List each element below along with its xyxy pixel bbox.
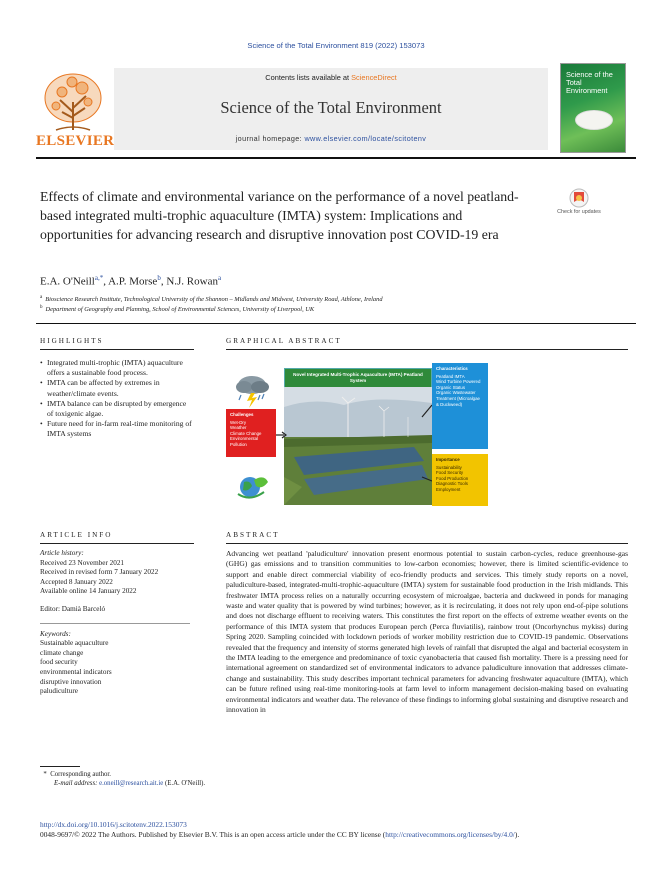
box-heading: Characteristics [436,366,468,371]
doi-block [40,820,519,840]
homepage-link[interactable]: www.elsevier.com/locate/scitotenv [304,134,427,143]
email-line [40,779,205,788]
box-item: Organic Status [436,384,466,390]
corresponding-author-note [40,770,205,779]
email-label: E-mail address: [54,780,100,787]
header-rule [36,157,636,159]
box-heading: Challenges [230,412,254,417]
box-item: Weather [230,425,247,431]
history-item: Received 23 November 2021 [40,558,125,567]
keyword: Sustainable aquaculture [40,639,109,648]
article-history [40,549,190,597]
box-item: Food Security [436,470,464,476]
author-name[interactable]: A.P. Morse [108,275,158,288]
article-info-panel [40,549,190,705]
journal-title: Science of the Total Environment [220,98,442,117]
check-for-updates-label[interactable]: Check for updates [557,209,601,215]
keyword: disruptive innovation [40,677,102,686]
homepage-prefix: journal homepage: [235,134,305,143]
affiliation-text: Bioscience Research Institute, Technological University of the Shannon – Midlands and Midwest, University Road, Athlone, Ireland [45,296,383,304]
footnote [40,766,205,788]
list-item: • IMTA can be affected by extremes in weather/climate events. [40,378,194,398]
license-suffix: ). [514,830,520,840]
journal-cover[interactable] [560,63,626,153]
email-suffix: (E.A. O'Neill). [163,780,206,787]
list-item: • Integrated multi-trophic (IMTA) aquaculture offers a sustainable food process. [40,358,194,378]
journal-masthead [114,68,548,150]
highlights-heading: HIGHLIGHTS [40,337,104,345]
graphical-abstract-heading: GRAPHICAL ABSTRACT [226,337,342,345]
author-affiliation-marker: a [217,274,222,282]
author-name[interactable]: N.J. Rowan [166,275,218,288]
section-divider [36,323,636,324]
license-prefix: 0048-9697/© 2022 The Authors. Published by Elsevier B.V. This is an open access article under the CC BY license ( [40,830,386,840]
license-line [40,830,519,840]
importance-box [432,454,488,506]
affiliation [40,305,314,313]
cover-graphic [575,110,613,130]
box-item: Diagnostic Tools [436,481,468,487]
author-affiliation-marker: b [157,274,161,282]
highlights-rule [40,349,194,350]
box-item: Food Production [436,475,469,481]
footnote-marker: * [43,771,47,778]
box-item: Organic Wastewater Treatment (Microalgae & Duckweed) [436,390,481,407]
article-info-rule [40,543,194,544]
contents-prefix: Contents lists available at [265,73,352,82]
abstract-rule [226,543,628,544]
box-item: Climate Change [230,430,262,436]
keyword: climate change [40,648,84,657]
corresponding-label: Corresponding author. [50,771,112,778]
article-title: Effects of climate and environmental variance on the performance of a novel peatland-based integrated multi-trophic aquaculture (IMTA) system: Implications and opportunities for advancing research and disruptive innovation post COVID-19 era [40,189,519,243]
list-item: • IMTA balance can be disrupted by emergence of toxigenic algae. [40,399,194,419]
box-item: Employment [436,486,461,492]
history-item: Received in revised form 7 January 2022 [40,568,159,577]
history-item: Accepted 8 January 2022 [40,577,113,586]
affiliation [40,295,383,303]
affiliation-marker: b [40,305,43,310]
box-item: Sustainability [436,464,462,470]
affiliation-text: Department of Geography and Planning, School of Environmental Sciences, University of Liverpool, UK [45,306,315,314]
editor-line: Editor: Damià Barceló [40,604,106,613]
author-affiliation-marker: a,* [94,274,104,282]
abstract-heading: ABSTRACT [226,531,280,539]
cover-title: Science of the Total Environment [566,70,613,95]
graphical-abstract-figure[interactable] [226,357,502,513]
contents-line [114,73,548,82]
characteristics-box [432,363,488,449]
list-item: • Future need for in-farm real-time monitoring of IMTA systems [40,419,194,439]
article-info-heading: ARTICLE INFO [40,531,113,539]
box-item: Environmental Pollution [230,436,259,447]
box-item: Wind Turbine Powered [436,379,481,385]
sciencedirect-link[interactable]: ScienceDirect [351,73,397,82]
journal-reference[interactable]: Science of the Total Environment 819 (2022) 153073 [247,41,425,50]
affiliation-marker: a [40,295,43,300]
history-label: Article history: [40,549,84,557]
doi-link[interactable]: http://dx.doi.org/10.1016/j.scitotenv.2022.153073 [40,820,187,829]
footnote-rule [40,766,80,767]
keywords [40,630,190,697]
box-item: Wet-Dry [230,419,247,425]
author-list: E.A. O'Neill$^{a,*}$, A.P. Morse$^b$, N.J. Rowan$^a$ [40,274,222,288]
keywords-label: Keywords: [40,629,71,638]
box-heading: Importance [436,457,460,462]
keyword: paludiculture [40,687,78,696]
info-divider [40,623,190,624]
email-link[interactable]: e.oneill@research.ait.ie [99,780,164,787]
box-item: Peatland IMTA [436,373,465,379]
keyword: food security [40,658,78,667]
keyword: environmental indicators [40,667,112,676]
highlights-list [40,358,194,440]
author-name[interactable]: E.A. O'Neill [40,275,95,288]
license-link[interactable]: http://creativecommons.org/licenses/by/4.0/ [385,830,515,840]
history-item: Available online 14 January 2022 [40,587,137,596]
abstract-text: Advancing wet peatland 'paludiculture' innovation present enormous potential to sustain carbon-cycles, reduce greenhouse-gas (GHG) gas emissions and to transition communities to low-carbon economies; however, there is limited scientific-evidence to support and enable direct commercial viability of eco-friendly products and services. This timely study reports on a novel, paludiculture-based, integrated-multi-trophic-aquaculture (IMTA) system for sustainable food production in the Irish midlands. This freshwater IMTA process relies on a naturally occurring ecosystem of microalgae, bacteria and duckweed in ponds for managing waste and water quality that is powered by wind turbines; however, as it is recirculating, it does not rely upon end-of-pipe solutions and does not discharge effluent to receiving waters. This constitutes the first report on the effects of extreme weather events on the performance of this IMTA system that produces European perch (Perca fluviatilis), rainbow trout (Oncorhynchus mykiss) during Spring 2020. Sampling coincided with lockdown periods of worker mobility restriction due to COVID-19 pandemic. Observations revealed that the frequency and intensity of storms generated high levels of rainfall that disrupted the algal and bacterial ecosystem in the IMTA leading to the emergence and predominance of toxic cyanobacteria that caused fish mortality. There is a pressing need for international agreement on standardized set of environmental indicators to advance paludiculture innovation that addresses climate-change and sustainability. This study describes important technical parameters for advancing freshwater aquaculture (IMTA), which can be future refined using real-time monitoring-tools at farm level to inform management decision-making based on evaluating environmental indicators and weather data. The relevance of these findings to informing global sustaining and disruptive research and innovation in [226,549,628,715]
publisher-name: ELSEVIER [36,133,115,149]
journal-homepage [114,134,548,143]
ga-photo-title: Novel Integrated Multi-Trophic Aquaculture (IMTA) Peatland System [284,368,432,388]
check-for-updates-icon[interactable] [565,188,593,226]
graphical-abstract-rule [226,349,628,350]
